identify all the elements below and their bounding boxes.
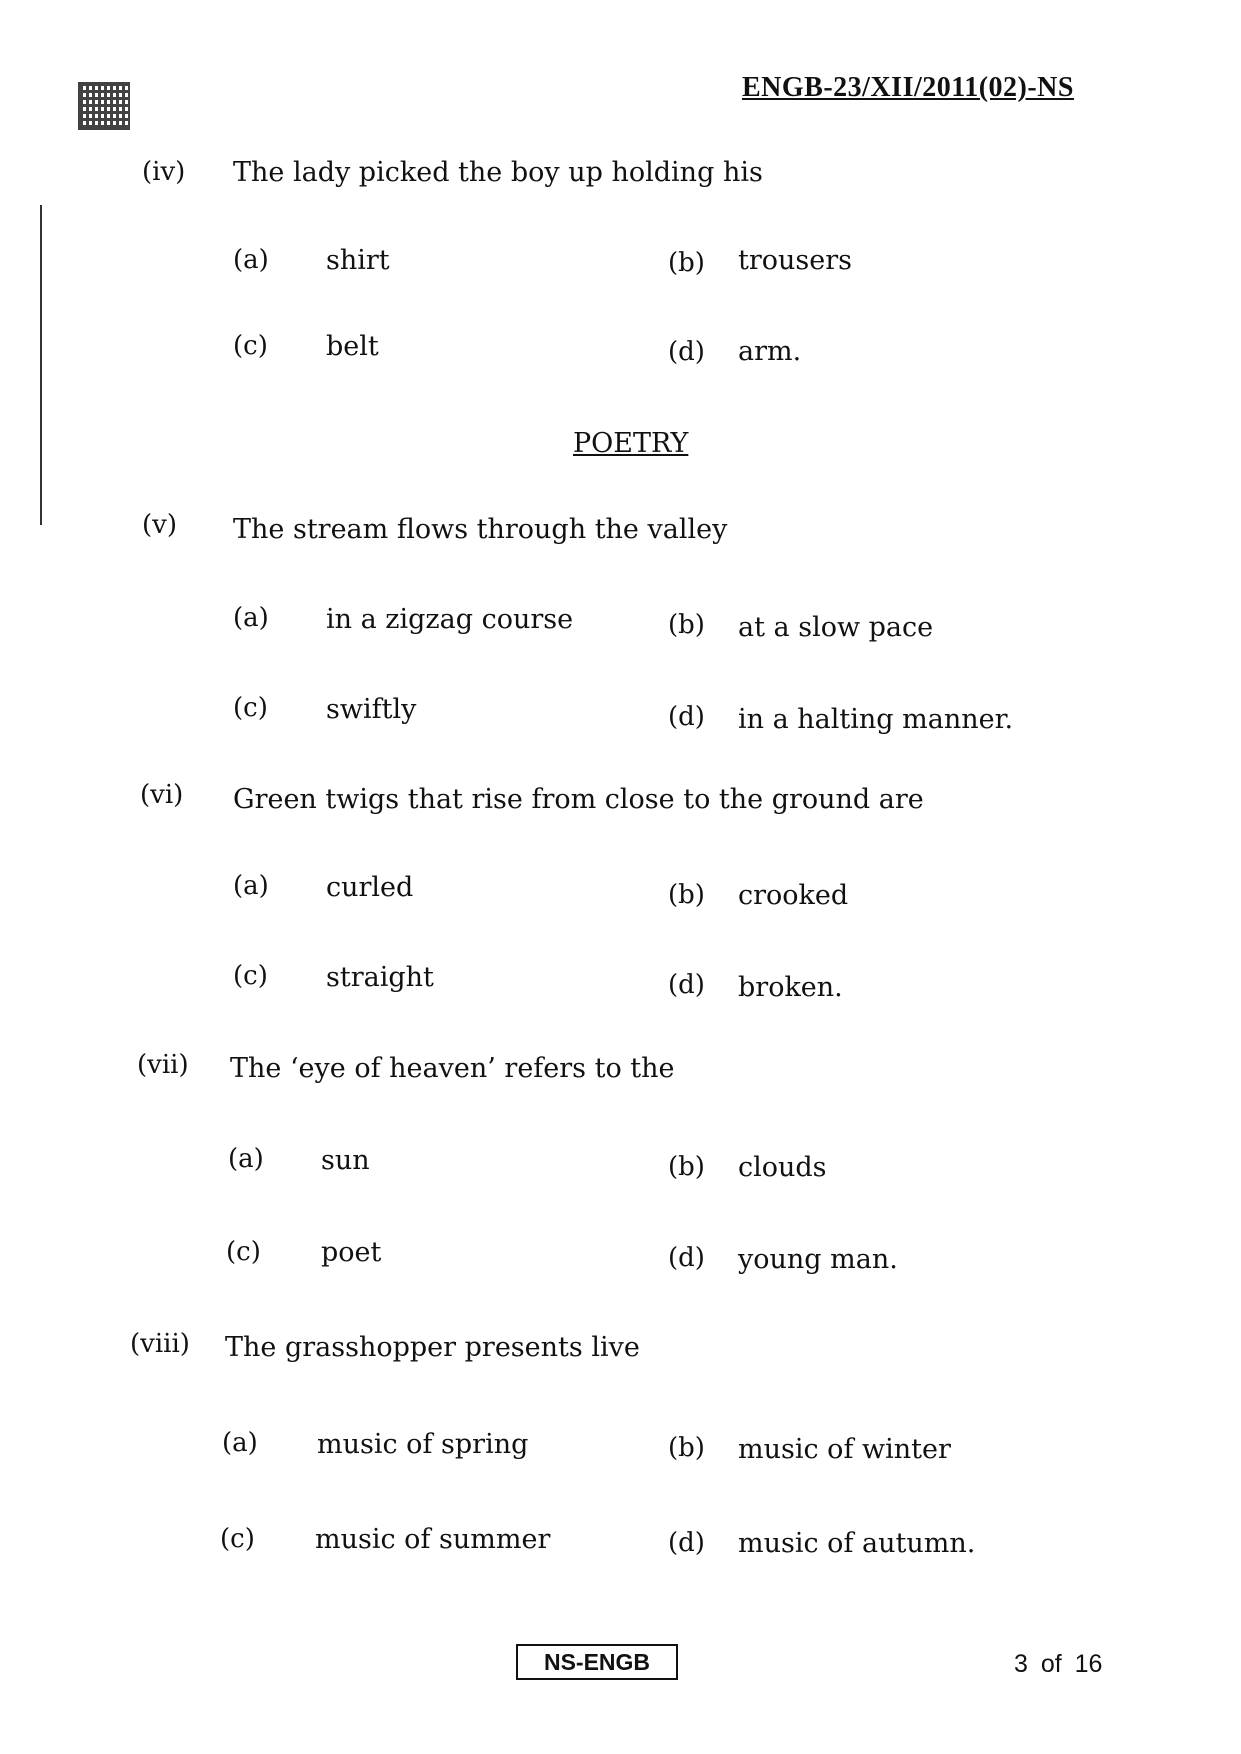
qr-code-icon bbox=[78, 82, 130, 130]
option-text: straight bbox=[326, 962, 434, 993]
option-text: belt bbox=[326, 331, 379, 362]
question-text: The lady picked the boy up holding his bbox=[233, 157, 763, 188]
option-label: (a) bbox=[233, 245, 269, 275]
option-label: (d) bbox=[668, 970, 705, 1000]
question-number: (vi) bbox=[140, 780, 184, 810]
option-text: young man. bbox=[738, 1244, 898, 1275]
page-number: 3 of 16 bbox=[1014, 1650, 1103, 1678]
question-number: (viii) bbox=[130, 1329, 190, 1359]
option-text: swiftly bbox=[326, 694, 417, 725]
option-label: (c) bbox=[226, 1237, 261, 1267]
option-text: in a halting manner. bbox=[738, 704, 1014, 735]
option-label: (c) bbox=[233, 961, 268, 991]
option-text: shirt bbox=[326, 245, 390, 276]
question-number: (iv) bbox=[142, 157, 186, 187]
option-label: (c) bbox=[233, 693, 268, 723]
option-label: (a) bbox=[233, 871, 269, 901]
footer-code-box: NS-ENGB bbox=[516, 1644, 678, 1680]
option-label: (b) bbox=[668, 880, 705, 910]
option-text: clouds bbox=[738, 1152, 827, 1183]
option-label: (b) bbox=[668, 1152, 705, 1182]
option-label: (c) bbox=[220, 1524, 255, 1554]
question-text: The grasshopper presents live bbox=[225, 1332, 640, 1363]
question-number: (v) bbox=[142, 510, 177, 540]
option-text: poet bbox=[321, 1237, 382, 1268]
option-text: music of spring bbox=[317, 1429, 529, 1460]
question-text: Green twigs that rise from close to the ground are bbox=[233, 784, 924, 815]
option-text: curled bbox=[326, 872, 414, 903]
section-heading: POETRY bbox=[573, 428, 689, 459]
option-label: (b) bbox=[668, 610, 705, 640]
question-text: The stream flows through the valley bbox=[233, 514, 728, 545]
option-text: music of winter bbox=[738, 1434, 951, 1465]
option-text: trousers bbox=[738, 245, 852, 276]
question-number: (vii) bbox=[137, 1050, 189, 1080]
option-text: music of autumn. bbox=[738, 1528, 976, 1559]
option-label: (a) bbox=[222, 1428, 258, 1458]
option-text: at a slow pace bbox=[738, 612, 934, 643]
paper-code: ENGB-23/XII/2011(02)-NS bbox=[742, 72, 1074, 103]
option-label: (a) bbox=[233, 603, 269, 633]
option-label: (c) bbox=[233, 331, 268, 361]
option-label: (d) bbox=[668, 1243, 705, 1273]
option-text: broken. bbox=[738, 972, 843, 1003]
question-text: The ‘eye of heaven’ refers to the bbox=[230, 1053, 675, 1084]
option-label: (b) bbox=[668, 248, 705, 278]
option-label: (b) bbox=[668, 1433, 705, 1463]
option-text: in a zigzag course bbox=[326, 604, 574, 635]
option-text: arm. bbox=[738, 336, 802, 367]
option-label: (a) bbox=[228, 1144, 264, 1174]
option-text: sun bbox=[321, 1145, 370, 1176]
option-label: (d) bbox=[668, 702, 705, 732]
option-text: crooked bbox=[738, 880, 849, 911]
margin-line bbox=[40, 205, 42, 525]
option-text: music of summer bbox=[315, 1524, 551, 1555]
option-label: (d) bbox=[668, 337, 705, 367]
option-label: (d) bbox=[668, 1528, 705, 1558]
